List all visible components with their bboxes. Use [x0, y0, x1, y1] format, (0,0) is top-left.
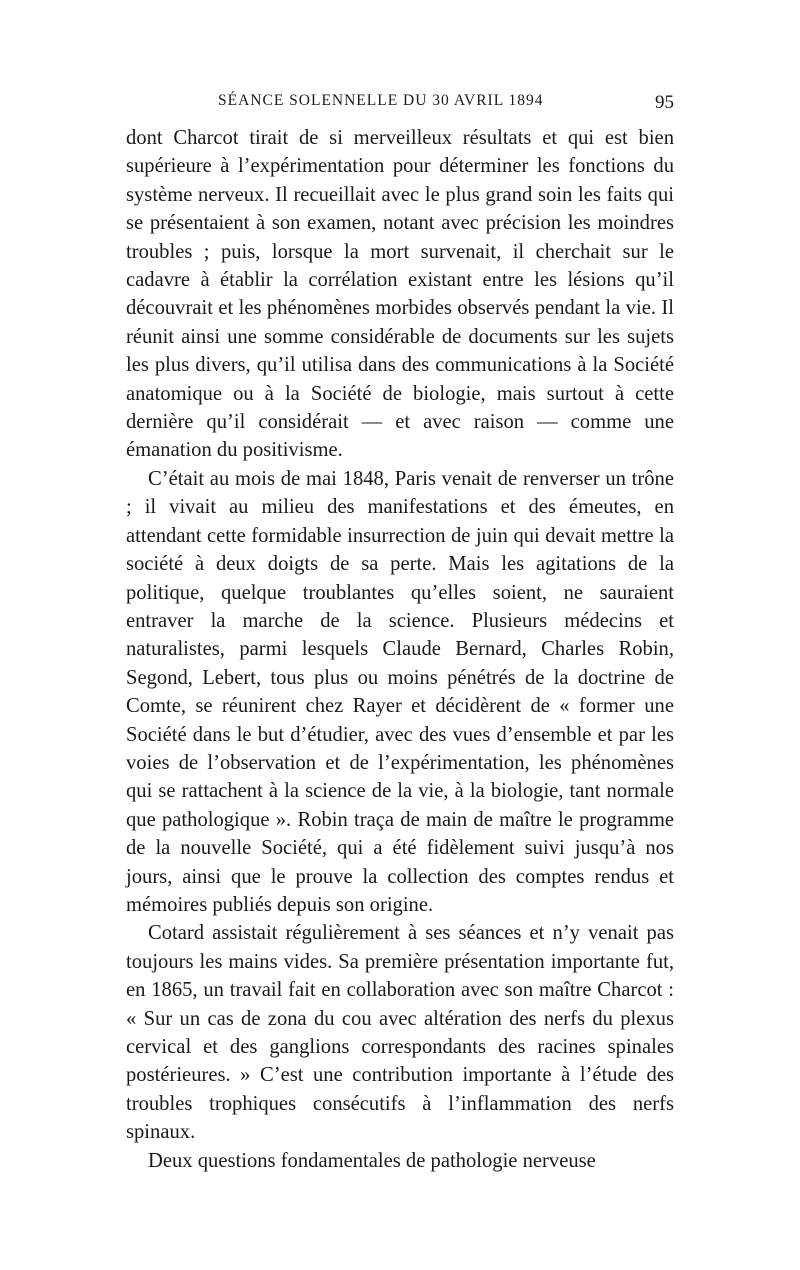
running-title: SÉANCE SOLENNELLE DU 30 AVRIL 1894: [218, 92, 544, 109]
paragraph-4: Deux questions fondamentales de pathologie nerveuse: [148, 1149, 596, 1172]
paragraph-2: C’était au mois de mai 1848, Paris venait de renverser un trône ; il vivait au milieu des manifestations et des émeutes, en attendant cette formidable insurrection de juin qui devait mettre la société à deux doigts de sa perte. Mais les agitations de la politique, quelque troublantes qu’elles soient, ne sauraient entraver la marche de la science. Plusieurs médecins et naturalistes, parmi lesquels Claude Bernard, Charles Robin, Segond, Lebert, tous plus ou moins pénétrés de la doctrine de Comte, se réunirent chez Rayer et décidèrent de « former une Société dans le but d’étudier, avec des vues d’ensemble et par les voies de l’observation et de l’expérimentation, les phénomènes qui se rattachent à la science de la vie, à la biologie, tant normale que pathologique ». Robin traça de main de maître le programme de la nouvelle Société, qui a été fidèlement suivi jusqu’à nos jours, ainsi que le prouve la collection des comptes rendus et mémoires publiés depuis son origine.: [126, 467, 674, 916]
paragraph-1: dont Charcot tirait de si merveilleux résultats et qui est bien supérieure à l’expérimentation pour déterminer les fonctions du système nerveux. Il recueillait avec le plus grand soin les faits qui se présentaient à son examen, notant avec précision les moindres troubles ; puis, lorsque la mort survenait, il cherchait sur le cadavre à établir la corrélation existant entre les lésions qu’il découvrait et les phénomènes morbides observés pendant la vie. Il réunit ainsi une somme considérable de documents sur les sujets les plus divers, qu’il utilisa dans des communications à la Société anatomique ou à la Société de biologie, mais surtout à cette dernière qu’il considérait — et avec raison — comme une émanation du positivisme.: [126, 127, 674, 462]
page-number: 95: [655, 92, 674, 113]
book-page: [126, 92, 674, 1175]
running-head: [126, 92, 674, 118]
paragraph-3: Cotard assistait régulièrement à ses séances et n’y venait pas toujours les mains vides. Sa première présentation importante fut, en 1865, un travail fait en collaboration avec son maître Charcot : « Sur un cas de zona du cou avec altération des nerfs du plexus cervical et des ganglions correspondants des racines spinales postérieures. » C’est une contribution importante à l’étude des troubles trophiques consécutifs à l’inflammation des nerfs spinaux.: [126, 922, 674, 1144]
body-text: [126, 124, 674, 1175]
